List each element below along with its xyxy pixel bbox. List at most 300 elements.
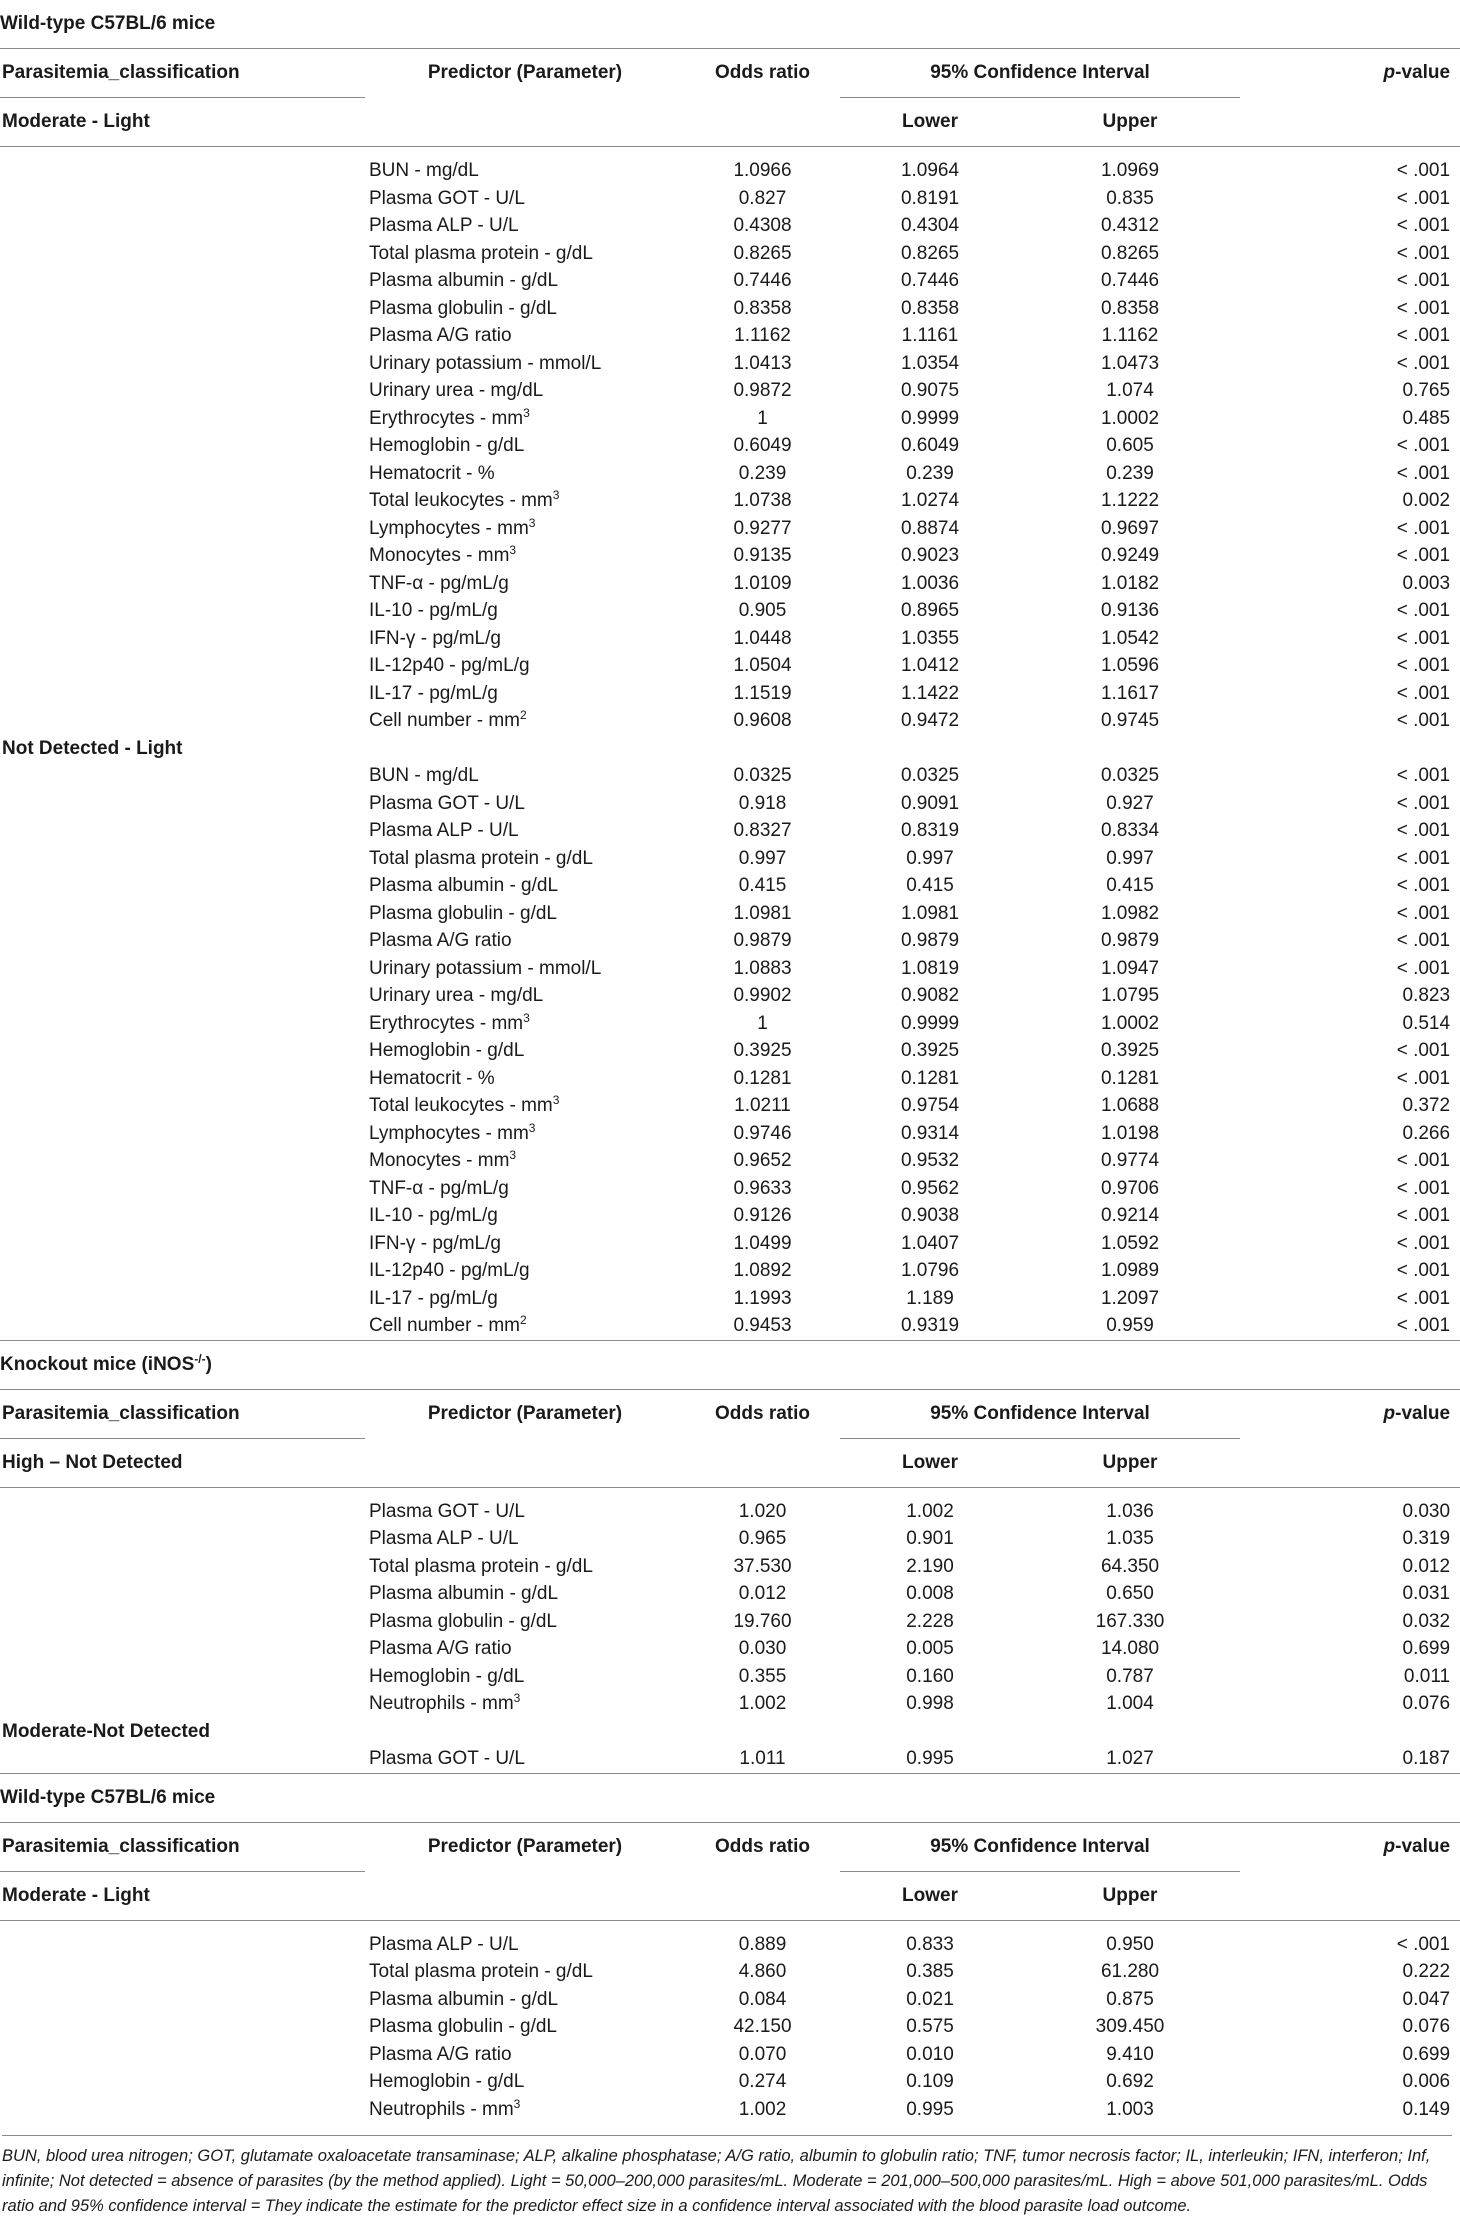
ci-upper-cell: 0.1281: [1100, 1067, 1160, 1089]
predictor-cell: Neutrophils - $mm^3$: [369, 1691, 521, 1714]
ci-upper-cell: 0.8265: [1100, 242, 1160, 264]
ci-lower-cell: 0.9023: [900, 545, 960, 566]
blank-cell: [0, 1958, 365, 1986]
odds-ratio-cell: 1: [757, 1012, 768, 1034]
p-value-cell: < .001: [1396, 160, 1451, 181]
ci-upper-cell: 0.787: [1106, 1665, 1154, 1687]
p-value-cell: 0.003: [1402, 572, 1451, 594]
predictor-cell: Plasma albumin - g/dL: [369, 270, 559, 291]
ci-lower-cell: 0.997: [906, 847, 954, 869]
predictor-cell: Plasma ALP - U/L: [369, 1933, 519, 1955]
predictor-cell: Plasma A/G ratio: [369, 930, 512, 951]
predictor-cell: Hemoglobin - g/dL: [369, 2071, 525, 2092]
ci-upper-cell: 1.2097: [1100, 1287, 1160, 1309]
spacer-row: [0, 147, 1460, 158]
blank-cell: [0, 1498, 365, 1526]
table-row: [0, 1580, 1460, 1608]
odds-ratio-cell: 1.0448: [733, 627, 792, 649]
blank-cell: [0, 157, 365, 185]
header-p-value: p-value: [1383, 62, 1451, 84]
blank-cell: [0, 1745, 365, 1773]
ci-upper-cell: 1.0182: [1100, 572, 1160, 594]
ci-upper-cell: 0.239: [1106, 462, 1154, 484]
ci-lower-cell: 1.1161: [901, 325, 959, 346]
ci-lower-cell: 1.0981: [900, 902, 960, 924]
ci-upper-cell: 0.9745: [1100, 710, 1160, 731]
predictor-cell: Plasma A/G ratio: [369, 1638, 512, 1659]
p-value-cell: < .001: [1396, 297, 1451, 319]
predictor-cell: Cell number - $mm^2$: [369, 1313, 527, 1336]
ci-upper-cell: 1.0947: [1100, 957, 1160, 979]
column-header-row: [0, 49, 1460, 98]
table-row: [0, 350, 1460, 378]
ci-lower-cell: 0.901: [906, 1528, 954, 1549]
ci-upper-cell: 1.027: [1106, 1748, 1154, 1769]
ci-lower-cell: 0.998: [906, 1693, 954, 1714]
p-value-cell: < .001: [1396, 682, 1451, 704]
ci-upper-cell: 0.997: [1106, 847, 1154, 869]
blank-cell: [0, 1065, 365, 1093]
p-value-cell: 0.485: [1402, 407, 1451, 429]
blank-cell: [0, 927, 365, 955]
column-header-row: [0, 1822, 1460, 1871]
table-row: [0, 267, 1460, 295]
predictor-cell: Urinary potassium - mmol/L: [369, 352, 602, 374]
ci-lower-cell: 1.002: [906, 1500, 954, 1522]
ci-lower-cell: 1.0274: [900, 490, 960, 511]
p-value-cell: < .001: [1396, 1150, 1451, 1171]
odds-ratio-cell: 1.0738: [733, 490, 792, 511]
group-header-row: [0, 735, 1460, 763]
odds-ratio-cell: 1.0966: [733, 160, 792, 181]
ci-lower-cell: 0.021: [906, 1988, 954, 2010]
blank-cell: [0, 1986, 365, 2014]
header-p-value: p-value: [1383, 1835, 1451, 1857]
table-row: [0, 1525, 1460, 1553]
section-title-row: [0, 0, 1460, 49]
blank-cell: [0, 405, 365, 433]
ci-upper-cell: 1.074: [1106, 380, 1154, 401]
header-lower: Lower: [840, 98, 1020, 147]
predictor-cell: Lymphocytes - $mm^3$: [369, 1120, 536, 1144]
blank-cell: [0, 1312, 365, 1340]
table-row: [0, 185, 1460, 213]
p-value-cell: < .001: [1396, 710, 1451, 731]
header-lower: Lower: [840, 1438, 1020, 1487]
blank-cell: [0, 1931, 365, 1959]
ci-lower-cell: 0.9879: [900, 930, 960, 951]
p-italic: p: [1383, 1835, 1396, 1857]
odds-ratio-cell: 0.070: [738, 2043, 787, 2065]
p-value-cell: < .001: [1396, 875, 1451, 896]
p-value-cell: < .001: [1396, 352, 1451, 374]
header-odds-ratio: Odds ratio: [714, 1402, 810, 1424]
predictor-cell: Plasma ALP - U/L: [369, 1528, 519, 1549]
table-row: [0, 1202, 1460, 1230]
p-value-cell: 0.076: [1402, 2016, 1451, 2037]
table-row: [0, 322, 1460, 350]
p-value-cell: < .001: [1396, 242, 1451, 264]
p-value-cell: < .001: [1396, 545, 1451, 566]
predictor-cell: Plasma ALP - U/L: [369, 215, 519, 236]
ci-lower-cell: 0.010: [906, 2043, 954, 2065]
ci-lower-cell: 1.0354: [900, 352, 960, 374]
odds-ratio-cell: 0.827: [738, 187, 787, 209]
odds-ratio-cell: 1.0883: [733, 957, 792, 979]
predictor-cell: IL-17 - pg/mL/g: [369, 1287, 498, 1309]
p-value-cell: < .001: [1396, 792, 1451, 814]
table-row: [0, 900, 1460, 928]
odds-ratio-cell: 0.997: [738, 847, 787, 869]
p-value-cell: 0.030: [1402, 1500, 1451, 1522]
header-odds-ratio: Odds ratio: [714, 1835, 810, 1857]
header-confidence-interval: 95% Confidence Interval: [840, 49, 1240, 98]
blank-cell: [0, 625, 365, 653]
table-row: [0, 1092, 1460, 1120]
ci-lower-cell: 1.189: [906, 1287, 954, 1309]
ci-upper-cell: 1.0592: [1100, 1232, 1160, 1254]
predictor-cell: Lymphocytes - $mm^3$: [369, 515, 536, 539]
ci-lower-cell: 1.0412: [900, 655, 960, 676]
p-value-cell: < .001: [1396, 1287, 1451, 1309]
odds-ratio-cell: 1.1993: [733, 1287, 792, 1309]
table-row: [0, 240, 1460, 268]
ci-upper-cell: 0.927: [1106, 792, 1154, 814]
ci-upper-cell: 167.330: [1095, 1610, 1165, 1632]
odds-ratio-cell: 0.012: [738, 1583, 787, 1604]
ci-upper-cell: 0.9214: [1100, 1205, 1160, 1226]
blank-cell: [0, 460, 365, 488]
ci-upper-cell: 64.350: [1100, 1555, 1160, 1577]
table-row: [0, 1608, 1460, 1636]
ci-upper-cell: 1.1222: [1100, 490, 1160, 511]
ci-upper-cell: 0.4312: [1100, 215, 1160, 236]
ci-upper-cell: 1.1162: [1101, 325, 1159, 346]
ci-upper-cell: 0.9136: [1100, 600, 1160, 621]
p-value-cell: < .001: [1396, 1260, 1451, 1281]
ci-lower-cell: 0.415: [906, 875, 954, 896]
ci-upper-cell: 1.035: [1106, 1528, 1154, 1549]
table-row: [0, 2013, 1460, 2041]
superscript: 3: [513, 2096, 521, 2111]
p-value-cell: < .001: [1396, 902, 1451, 924]
ci-upper-cell: 0.9879: [1100, 930, 1160, 951]
ci-upper-cell: 0.9697: [1100, 517, 1160, 539]
predictor-cell: Urinary urea - mg/dL: [369, 380, 544, 401]
odds-ratio-cell: 0.084: [738, 1988, 787, 2010]
blank-cell: [365, 1871, 685, 1920]
p-value-cell: < .001: [1396, 215, 1451, 236]
blank-cell: [0, 817, 365, 845]
ci-lower-cell: 0.9091: [900, 792, 960, 814]
table-row: [0, 707, 1460, 735]
group-header-row: [0, 1438, 1460, 1487]
odds-ratio-cell: 1: [757, 407, 768, 429]
table-row: [0, 1498, 1460, 1526]
p-value-cell: < .001: [1396, 957, 1451, 979]
header-confidence-interval: 95% Confidence Interval: [840, 1822, 1240, 1871]
table-row: [0, 1958, 1460, 1986]
ci-upper-cell: 0.650: [1106, 1583, 1154, 1604]
ci-lower-cell: 0.3925: [900, 1040, 960, 1061]
table-row: [0, 1931, 1460, 1959]
predictor-cell: Total plasma protein - g/dL: [369, 242, 593, 264]
blank-cell: [0, 350, 365, 378]
table-row: [0, 2041, 1460, 2069]
ci-lower-cell: 0.8265: [900, 242, 960, 264]
ci-lower-cell: 1.0355: [900, 627, 960, 649]
spacer-cell: [0, 147, 1460, 158]
p-value-cell: < .001: [1396, 270, 1451, 291]
ci-upper-cell: 309.450: [1095, 2016, 1165, 2037]
ci-lower-cell: 0.995: [906, 1748, 954, 1769]
table-row: [0, 790, 1460, 818]
predictor-cell: Plasma GOT - U/L: [369, 1500, 525, 1522]
odds-ratio-cell: 0.9633: [733, 1177, 792, 1199]
header-confidence-interval: 95% Confidence Interval: [840, 1389, 1240, 1438]
ci-upper-cell: 0.950: [1106, 1933, 1154, 1955]
ci-lower-cell: 0.9754: [900, 1095, 960, 1116]
table-row: [0, 1745, 1460, 1773]
ci-lower-cell: 0.4304: [900, 215, 960, 236]
blank-cell: [0, 1635, 365, 1663]
odds-ratio-cell: 1.002: [738, 2098, 787, 2120]
table-row: [0, 2096, 1460, 2124]
ci-lower-cell: 1.1422: [900, 682, 960, 704]
odds-ratio-cell: 1.0211: [734, 1095, 791, 1116]
table-row: [0, 1175, 1460, 1203]
blank-cell: [0, 982, 365, 1010]
predictor-cell: Plasma globulin - g/dL: [369, 902, 557, 924]
predictor-cell: Erythrocytes - $mm^3$: [369, 1010, 530, 1034]
p-value-cell: < .001: [1396, 600, 1451, 621]
table-row: [0, 845, 1460, 873]
ci-upper-cell: 1.0688: [1100, 1095, 1160, 1116]
blank-cell: [0, 2068, 365, 2096]
odds-ratio-cell: 0.030: [738, 1638, 787, 1659]
ci-upper-cell: 0.8358: [1100, 297, 1160, 319]
table-row: [0, 762, 1460, 790]
odds-ratio-cell: 0.9872: [733, 380, 792, 401]
table-row: [0, 1230, 1460, 1258]
predictor-cell: Hemoglobin - g/dL: [369, 1040, 525, 1061]
blank-cell: [0, 295, 365, 323]
predictor-cell: Cell number - $mm^2$: [369, 708, 527, 731]
ci-upper-cell: 1.036: [1106, 1500, 1154, 1522]
odds-ratio-cell: 0.9126: [733, 1205, 792, 1226]
ci-upper-cell: 0.9249: [1100, 545, 1160, 566]
ci-lower-cell: 0.1281: [900, 1067, 960, 1089]
odds-ratio-cell: 0.239: [738, 462, 787, 484]
ci-upper-cell: 1.0002: [1100, 407, 1160, 429]
table-row: [0, 212, 1460, 240]
spacer-row: [0, 1920, 1460, 1931]
blank-cell: [0, 1175, 365, 1203]
ci-lower-cell: 0.833: [906, 1933, 954, 1955]
predictor-cell: Plasma A/G ratio: [369, 2043, 512, 2065]
blank-cell: [1240, 98, 1460, 147]
p-value-cell: < .001: [1396, 187, 1451, 209]
odds-ratio-cell: 0.415: [738, 875, 787, 896]
group-header-row: [0, 1871, 1460, 1920]
header-predictor: Predictor (Parameter): [427, 1835, 623, 1857]
odds-ratio-cell: 1.002: [738, 1693, 787, 1714]
superscript: 3: [509, 543, 517, 557]
ci-upper-cell: 9.410: [1106, 2043, 1154, 2065]
odds-ratio-cell: 1.0413: [733, 352, 792, 374]
blank-cell: [0, 185, 365, 213]
ci-lower-cell: 0.239: [906, 462, 954, 484]
blank-cell: [0, 1147, 365, 1175]
table-row: [0, 405, 1460, 433]
section-title-row: [0, 1773, 1460, 1822]
odds-ratio-cell: 1.0109: [733, 572, 792, 594]
table-row: [0, 1312, 1460, 1340]
predictor-cell: IFN-γ - pg/mL/g: [369, 627, 501, 649]
blank-cell: [0, 267, 365, 295]
ci-upper-cell: 1.0982: [1100, 902, 1160, 924]
blank-cell: [0, 1608, 365, 1636]
odds-ratio-cell: 0.8327: [733, 820, 792, 841]
blank-cell: [0, 1120, 365, 1148]
predictor-cell: Plasma GOT - U/L: [369, 1748, 525, 1769]
odds-ratio-cell: 1.0499: [733, 1232, 792, 1254]
p-value-cell: < .001: [1396, 820, 1451, 841]
ci-upper-cell: 1.0198: [1100, 1122, 1160, 1144]
ci-lower-cell: 0.008: [906, 1583, 954, 1604]
group-name: Moderate-Not Detected: [2, 1720, 210, 1742]
odds-ratio-cell: 1.1162: [734, 325, 791, 346]
ci-lower-cell: 0.9038: [900, 1205, 960, 1226]
ci-lower-cell: 0.9082: [900, 985, 960, 1006]
predictor-cell: Plasma ALP - U/L: [369, 820, 519, 841]
ci-lower-cell: 0.8358: [900, 297, 960, 319]
blank-cell: [0, 790, 365, 818]
group-name: Moderate - Light: [0, 1871, 365, 1920]
blank-cell: [0, 1092, 365, 1120]
table-row: [0, 1037, 1460, 1065]
superscript: 3: [528, 1120, 536, 1135]
p-value-cell: 0.012: [1402, 1555, 1451, 1577]
odds-ratio-cell: 0.7446: [733, 270, 792, 291]
predictor-cell: BUN - mg/dL: [369, 765, 479, 786]
header-classification: Parasitemia_classification: [0, 1389, 365, 1438]
p-value-cell: < .001: [1396, 1232, 1451, 1254]
table-row: [0, 2068, 1460, 2096]
table-row: [0, 1065, 1460, 1093]
blank-cell: [0, 515, 365, 543]
table-row: [0, 542, 1460, 570]
blank-cell: [0, 872, 365, 900]
predictor-cell: Hematocrit - %: [369, 1067, 495, 1089]
superscript: 3: [523, 405, 530, 420]
ci-upper-cell: 1.0473: [1100, 352, 1160, 374]
odds-ratio-cell: 0.9135: [733, 545, 792, 566]
blank-cell: [0, 1663, 365, 1691]
ci-lower-cell: 0.8191: [900, 187, 960, 209]
p-value-cell: < .001: [1396, 325, 1451, 346]
table-row: [0, 460, 1460, 488]
ci-upper-cell: 1.004: [1106, 1693, 1154, 1714]
p-italic: p: [1383, 1402, 1396, 1424]
odds-ratio-cell: 0.9453: [733, 1315, 792, 1336]
superscript: 3: [552, 1093, 560, 1107]
odds-ratio-cell: 0.8265: [733, 242, 792, 264]
predictor-cell: Plasma albumin - g/dL: [369, 875, 559, 896]
blank-cell: [0, 1553, 365, 1581]
p-value-cell: 0.006: [1402, 2071, 1451, 2092]
blank-cell: [0, 2096, 365, 2124]
odds-ratio-cell: 0.9277: [733, 517, 792, 539]
blank-cell: [1240, 1871, 1460, 1920]
p-value-cell: < .001: [1396, 627, 1451, 649]
p-value-cell: 0.222: [1402, 1961, 1451, 1982]
table-row: [0, 1663, 1460, 1691]
ci-upper-cell: 0.0325: [1100, 765, 1160, 786]
predictor-cell: Plasma globulin - g/dL: [369, 2016, 557, 2037]
superscript: 2: [519, 708, 527, 722]
p-value-cell: 0.011: [1403, 1665, 1451, 1687]
column-header-row: [0, 1389, 1460, 1438]
odds-ratio-cell: 0.918: [738, 792, 787, 814]
predictor-cell: Hemoglobin - g/dL: [369, 1665, 525, 1687]
ci-upper-cell: 0.835: [1106, 187, 1154, 209]
ci-upper-cell: 14.080: [1100, 1638, 1160, 1659]
table-row: [0, 570, 1460, 598]
p-value-cell: 0.699: [1402, 1638, 1451, 1659]
header-classification: Parasitemia_classification: [0, 1822, 365, 1871]
ci-lower-cell: 0.9075: [900, 380, 960, 401]
ci-upper-cell: 0.8334: [1100, 820, 1160, 841]
ci-lower-cell: 0.575: [906, 2016, 954, 2037]
section-title: Wild-type C57BL/6 mice: [0, 0, 1460, 49]
predictor-cell: Total leukocytes - $mm^3$: [369, 1093, 560, 1116]
table-row: [0, 157, 1460, 185]
blank-cell: [1240, 1438, 1460, 1487]
odds-ratio-cell: 1.0892: [733, 1260, 792, 1281]
blank-cell: [685, 1438, 840, 1487]
odds-ratio-cell: 1.1519: [733, 682, 792, 704]
ci-lower-cell: 1.0796: [900, 1260, 960, 1281]
p-value-cell: < .001: [1396, 435, 1451, 456]
odds-ratio-cell: 0.1281: [733, 1067, 792, 1089]
group-header-row: [0, 98, 1460, 147]
blank-cell: [0, 1690, 365, 1718]
predictor-cell: Erythrocytes - $mm^3$: [369, 405, 530, 429]
blank-cell: [685, 98, 840, 147]
ci-lower-cell: 0.385: [906, 1961, 954, 1982]
table-row: [0, 817, 1460, 845]
ci-upper-cell: 0.959: [1106, 1315, 1154, 1336]
ci-lower-cell: 0.9314: [900, 1122, 960, 1144]
predictor-cell: Urinary potassium - mmol/L: [369, 957, 602, 979]
odds-ratio-cell: 0.9902: [733, 985, 792, 1006]
ci-upper-cell: 0.7446: [1100, 270, 1160, 291]
group-name: Moderate - Light: [0, 98, 365, 147]
odds-ratio-cell: 0.9879: [733, 930, 792, 951]
table-row: [0, 597, 1460, 625]
ci-upper-cell: 0.3925: [1100, 1040, 1160, 1061]
predictor-cell: Plasma GOT - U/L: [369, 792, 525, 814]
section-title-row: [0, 1340, 1460, 1389]
odds-ratio-cell: 0.9652: [733, 1150, 792, 1171]
p-value-cell: 0.266: [1402, 1122, 1451, 1144]
p-value-cell: < .001: [1396, 1205, 1451, 1226]
header-lower: Lower: [840, 1871, 1020, 1920]
group-name: Not Detected - Light: [2, 737, 183, 759]
ci-lower-cell: 0.8965: [900, 600, 960, 621]
p-value-cell: 0.319: [1402, 1528, 1451, 1549]
